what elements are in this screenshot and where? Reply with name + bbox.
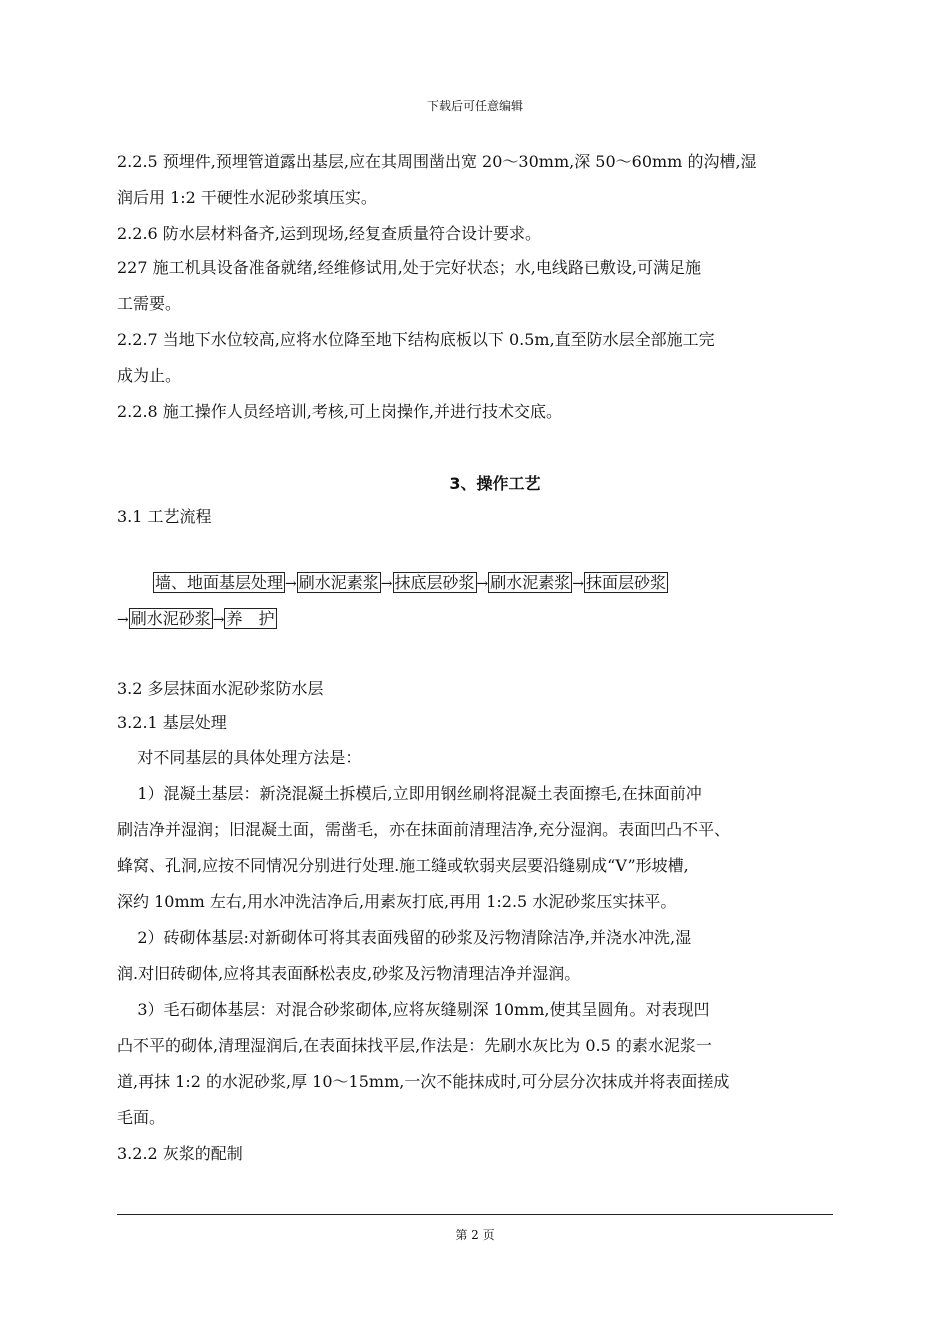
text-line: 深约 10mm 左右,用水冲洗洁净后,用素灰打底,再用 1:2.5 水泥砂浆压实抹平。: [117, 892, 677, 911]
flow-arrow-icon: →: [285, 576, 297, 592]
text-line: 刷洁净并湿润；旧混凝土面，需凿毛，亦在抹面前清理洁净,充分湿润。表面凹凸不平、: [117, 820, 731, 839]
text-line: 3）毛石砌体基层：对混合砂浆砌体,应将灰缝剔深 10mm,使其呈圆角。对表现凹: [117, 1000, 710, 1019]
text-line: 2）砖砌体基层:对新砌体可将其表面残留的砂浆及污物清除洁净,并浇水冲洗,湿: [117, 928, 692, 947]
flow-arrow-icon: →: [476, 576, 489, 592]
flow-step: 墙、地面基层处理: [155, 573, 284, 592]
text-line: 润后用 1:2 干硬性水泥砂浆填压实。: [117, 188, 377, 207]
text-line: 蜂窝、孔洞,应按不同情况分别进行处理.施工缝或软弱夹层要沿缝剔成“V”形坡槽,: [117, 856, 689, 875]
text-line: 道,再抹 1:2 的水泥砂浆,厚 10～15mm,一次不能抹成时,可分层分次抹成并将表面搓成: [117, 1072, 730, 1091]
flow-row-2: [117, 609, 277, 630]
text-line: 2.2.8 施工操作人员经培训,考核,可上岗操作,并进行技术交底。: [117, 402, 563, 421]
page-header: 下载后可任意编辑: [426, 99, 523, 113]
section-title: 3、操作工艺: [449, 474, 541, 493]
text-line: 2.2.6 防水层材料备齐,运到现场,经复查质量符合设计要求。: [117, 224, 541, 243]
flow-arrow-icon: →: [117, 612, 129, 628]
flow-arrow-icon: →: [380, 576, 393, 592]
text-line: 3.2 多层抹面水泥砂浆防水层: [117, 679, 324, 698]
text-line: 对不同基层的具体处理方法是：: [117, 748, 362, 767]
text-line: 3.2.2 灰浆的配制: [117, 1144, 243, 1163]
text-line: 2.2.5 预埋件,预埋管道露出基层,应在其周围凿出宽 20～30mm,深 50～60mm 的沟槽,湿: [117, 152, 757, 171]
text-line: 1）混凝土基层：新浇混凝土拆模后,立即用钢丝刷将混凝土表面擦毛,在抹面前冲: [117, 784, 702, 803]
text-line: 3.2.1 基层处理: [117, 713, 227, 732]
text-line: 润.对旧砖砌体,应将其表面酥松表皮,砂浆及污物清理洁净并湿润。: [117, 964, 581, 983]
text-line: 227 施工机具设备准备就绪,经维修试用,处于完好状态；水,电线路已敷设,可满足施: [117, 258, 701, 277]
flow-step: 刷水泥砂浆: [130, 609, 211, 628]
text-line: 2.2.7 当地下水位较高,应将水位降至地下结构底板以下 0.5m,直至防水层全部施工完: [117, 330, 715, 349]
flow-arrow-icon: →: [212, 612, 225, 628]
text-line: 毛面。: [117, 1108, 166, 1127]
text-line: 凸不平的砌体,清理湿润后,在表面抹找平层,作法是：先刷水灰比为 0.5 的素水泥浆一: [117, 1036, 712, 1055]
flow-step: 抹面层砂浆: [586, 573, 667, 592]
flow-row-1: [153, 573, 668, 594]
text-line: 工需要。: [117, 294, 182, 313]
page-number: 第 2 页: [455, 1228, 495, 1242]
flow-arrow-icon: →: [572, 576, 584, 592]
flow-step: 养 护: [226, 609, 275, 628]
flow-step: 刷水泥素浆: [298, 573, 379, 592]
text-line: 成为止。: [117, 366, 182, 385]
flow-step: 抹底层砂浆: [394, 573, 475, 592]
subsection-heading: 3.1 工艺流程: [117, 507, 212, 526]
flow-step: 刷水泥素浆: [490, 573, 571, 592]
footer-divider: [117, 1214, 833, 1215]
